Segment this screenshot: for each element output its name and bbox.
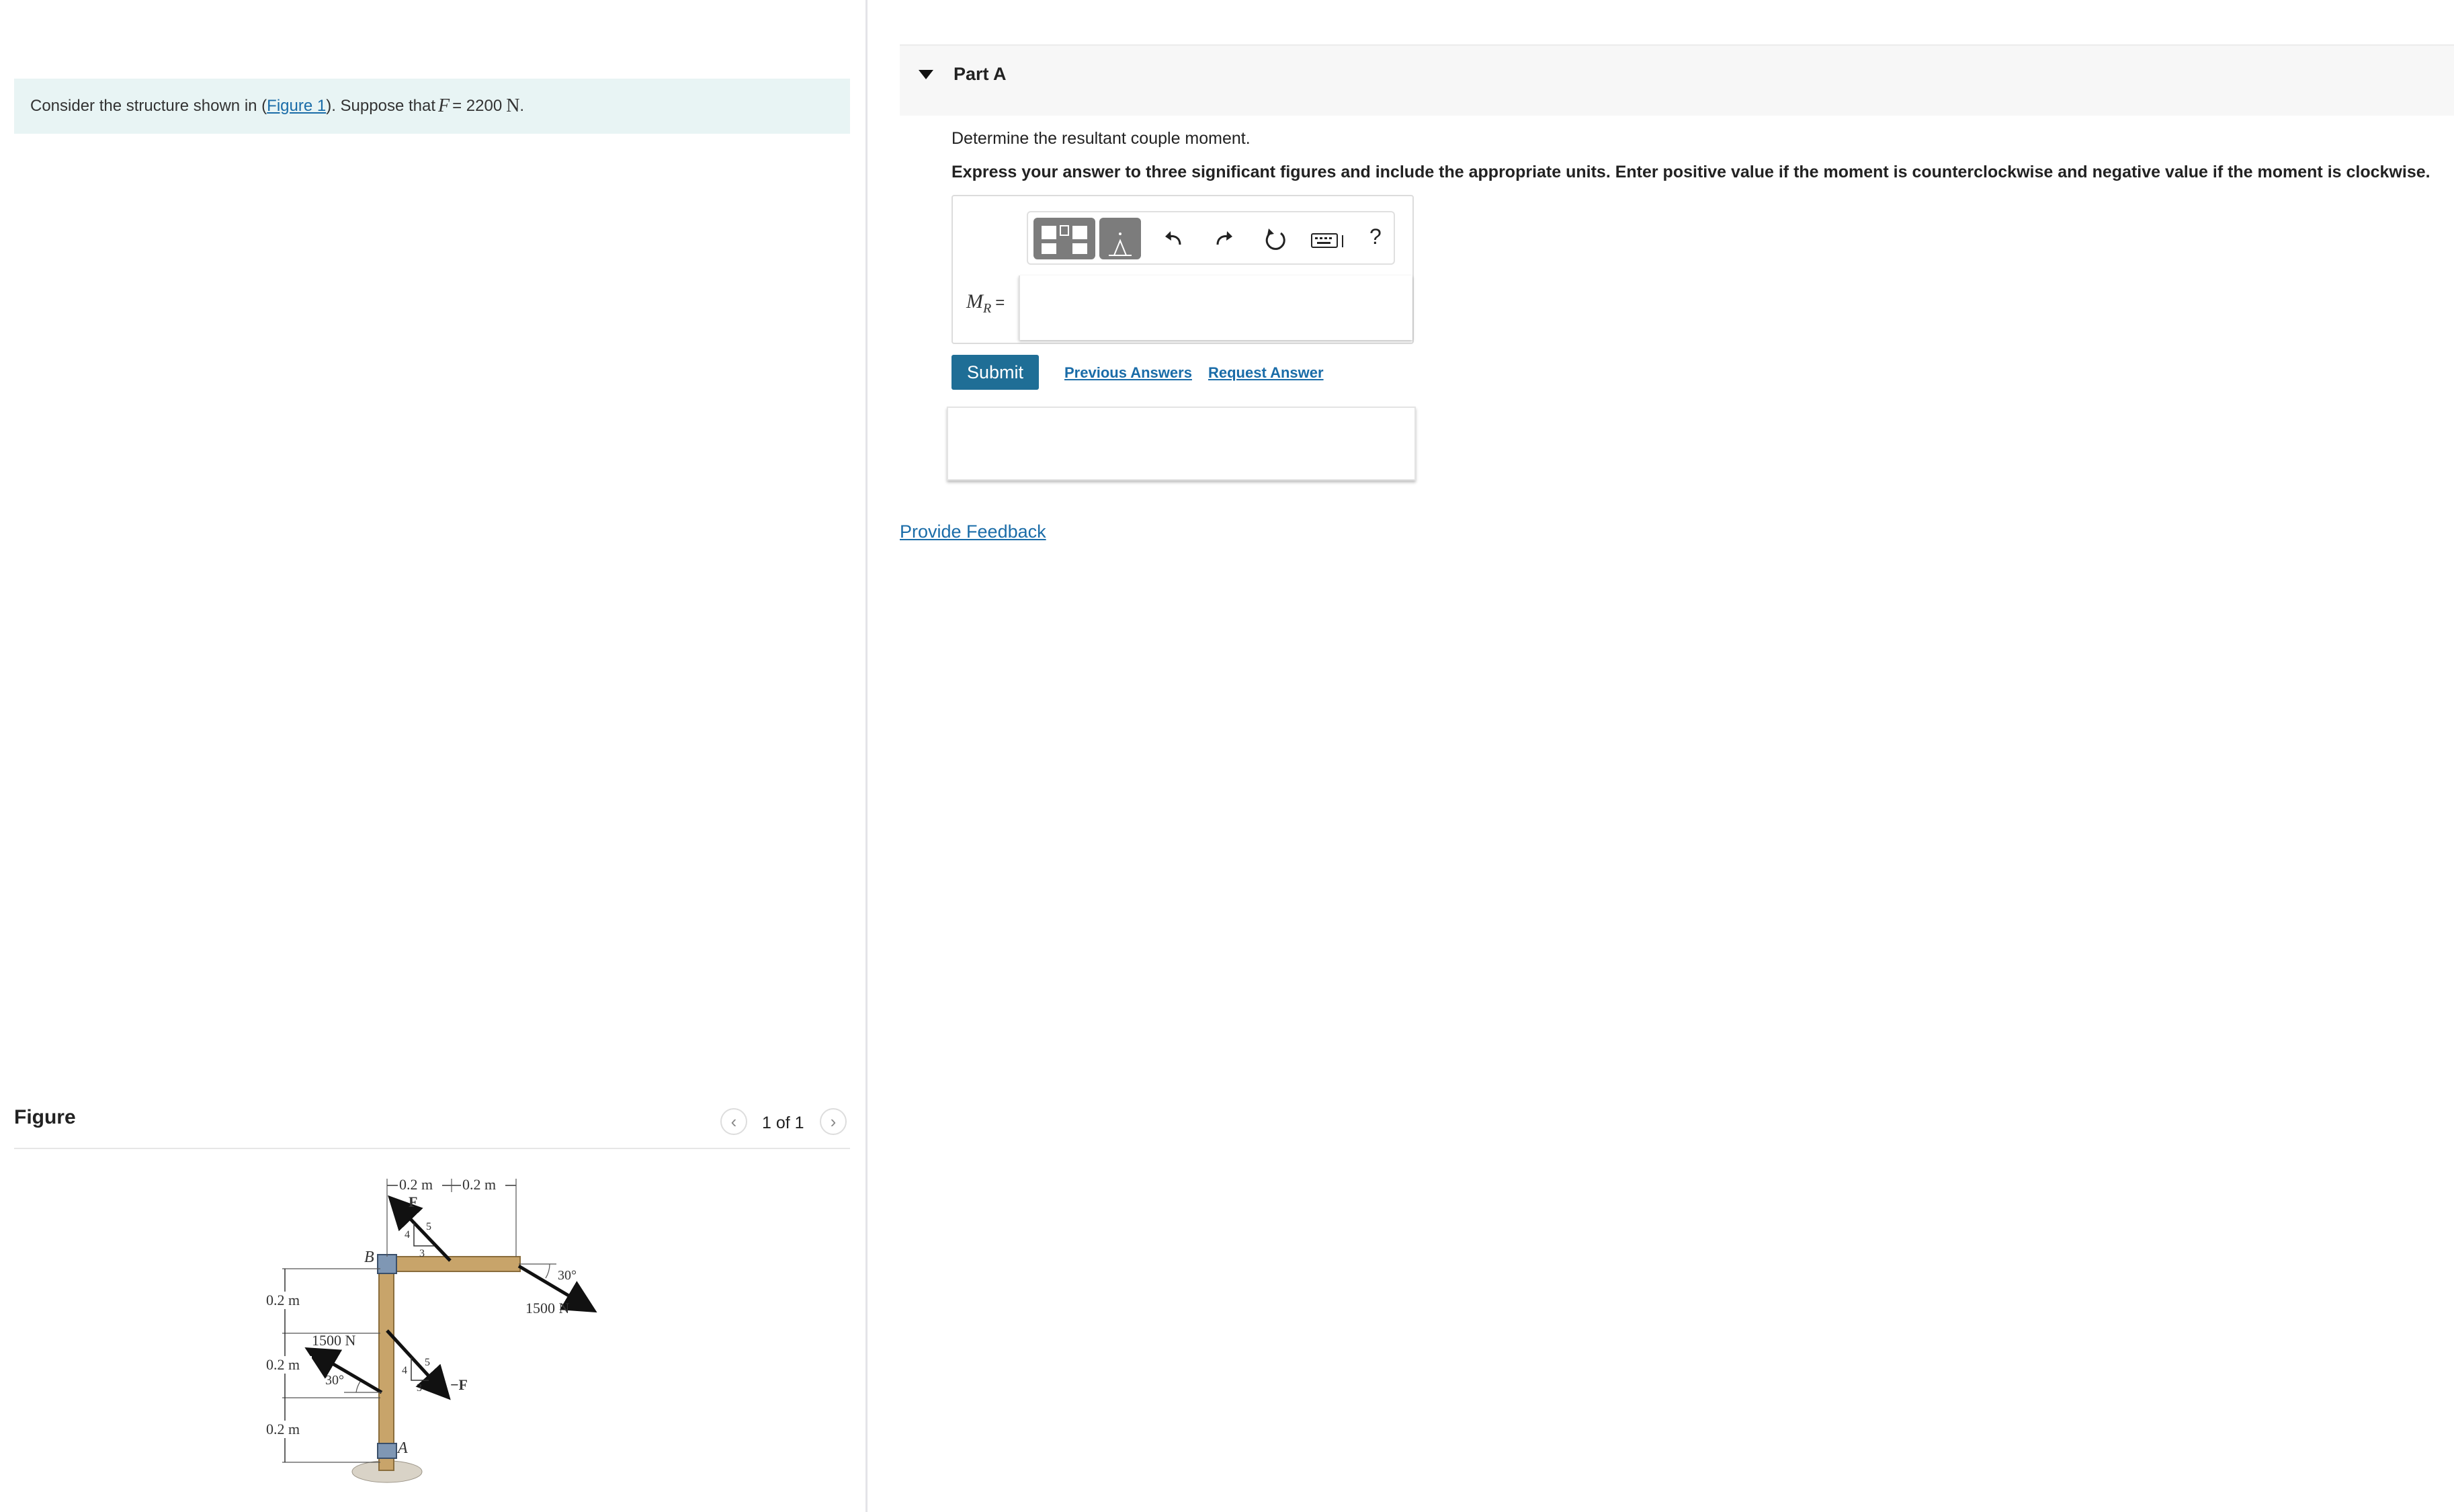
keyboard-icon[interactable]: [1310, 231, 1348, 250]
answer-entry-box: [951, 195, 1414, 344]
request-answer-link[interactable]: Request Answer: [1208, 364, 1324, 381]
force-neg-f-label: −F: [450, 1376, 468, 1393]
slope-bot-4: 4: [402, 1365, 407, 1376]
answer-input[interactable]: [1019, 276, 1412, 340]
caret-down-icon[interactable]: [919, 70, 933, 81]
previous-answers-link[interactable]: Previous Answers: [1064, 364, 1192, 381]
help-button[interactable]: [1369, 224, 1382, 249]
undo-icon[interactable]: [1162, 228, 1184, 250]
answer-label: [966, 290, 1005, 317]
slope-bot-3: 3: [417, 1382, 422, 1394]
slope-top-3: 3: [419, 1248, 425, 1259]
joint-b: [378, 1255, 396, 1273]
dim-label-left: 0.2 m: [399, 1176, 433, 1193]
figure-link[interactable]: Figure 1: [267, 97, 327, 115]
slope-top-4: 4: [405, 1229, 410, 1241]
submit-button[interactable]: Submit: [951, 355, 1039, 390]
problem-text-after: ). Suppose that: [326, 97, 435, 115]
dim-label-right: 0.2 m: [462, 1176, 497, 1193]
point-b-label: B: [364, 1249, 374, 1266]
figure-pager-text: 1 of 1: [762, 1114, 804, 1132]
force-1500-left-arrow: [310, 1351, 382, 1392]
force-variable: F: [438, 95, 450, 116]
chevron-left-icon: ‹: [730, 1111, 737, 1132]
help-icon: ?: [1369, 224, 1382, 249]
templates-icon: [1033, 218, 1095, 259]
force-value: = 2200: [452, 97, 503, 115]
figure-title: Figure: [14, 1106, 76, 1128]
provide-feedback-link[interactable]: Provide Feedback: [900, 521, 1046, 542]
symbols-button[interactable]: [1099, 218, 1141, 259]
base-a: [378, 1443, 396, 1458]
vert-dim-1: 0.2 m: [266, 1292, 300, 1308]
templates-button[interactable]: [1033, 218, 1095, 259]
vert-dim-2: 0.2 m: [266, 1356, 300, 1373]
reset-icon[interactable]: [1263, 227, 1287, 251]
vert-dim-3: 0.2 m: [266, 1421, 300, 1437]
answer-symbol: M: [966, 290, 983, 312]
force-unit: N: [506, 95, 520, 116]
math-toolbar: [1027, 211, 1395, 265]
answer-pane: [868, 0, 2454, 1512]
part-title: Part A: [954, 64, 1007, 84]
horizontal-beam: [390, 1257, 520, 1271]
angle-right-label: 30°: [558, 1268, 577, 1283]
angle-left-label: 30°: [325, 1373, 344, 1388]
structure-figure: [255, 1163, 618, 1499]
answer-subscript: R: [983, 301, 992, 316]
symbols-icon: [1099, 218, 1141, 259]
vertical-beam: [379, 1257, 394, 1470]
chevron-right-icon: ›: [830, 1111, 837, 1132]
force-f-label: F: [409, 1193, 418, 1210]
problem-period: .: [519, 97, 525, 115]
problem-pane: [0, 0, 865, 1512]
force-left-label: 1500 N: [312, 1332, 356, 1349]
next-figure-button[interactable]: [820, 1108, 847, 1135]
point-a-label: A: [398, 1439, 408, 1457]
part-header[interactable]: [900, 44, 2454, 116]
problem-text-before: Consider the structure shown in (: [30, 97, 267, 115]
answer-instructions: Express your answer to three significant figures and include the appropriate units. Enter positive value if the moment is counterclockwise and negative value if the moment is clockwise.: [951, 163, 2430, 181]
feedback-area: [947, 407, 1416, 480]
problem-statement: [14, 79, 850, 134]
slope-top-5: 5: [426, 1221, 431, 1232]
force-right-label: 1500 N: [525, 1300, 570, 1316]
figure-divider: [14, 1148, 850, 1149]
redo-icon[interactable]: [1214, 228, 1235, 250]
prev-figure-button[interactable]: [720, 1108, 747, 1135]
answer-equals: =: [995, 294, 1005, 312]
slope-bot-5: 5: [425, 1357, 430, 1368]
question-text: Determine the resultant couple moment.: [951, 129, 1251, 148]
